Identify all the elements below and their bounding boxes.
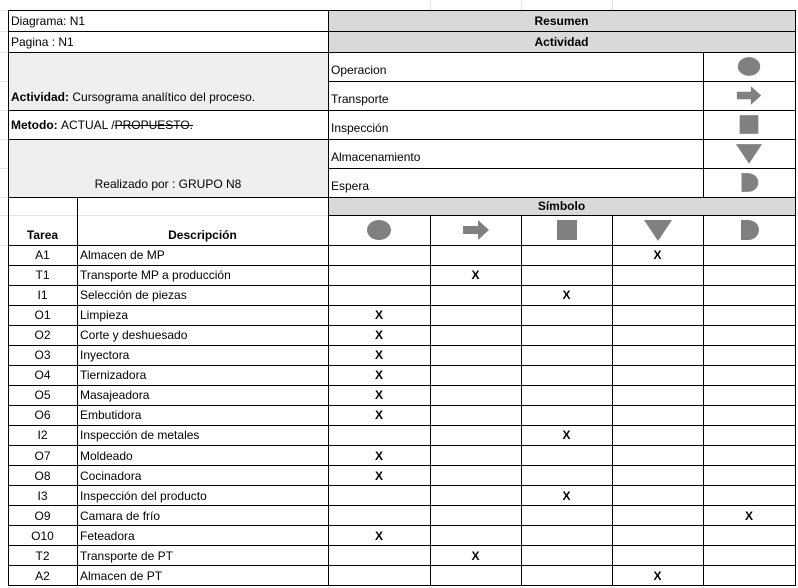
triangle-down-icon — [643, 218, 673, 242]
table-row-tarea[interactable] — [8, 405, 77, 425]
table-row-symbol-cell[interactable] — [612, 325, 703, 345]
table-row-symbol-cell[interactable] — [612, 285, 703, 305]
grid-line — [8, 197, 796, 198]
table-row-symbol-cell[interactable] — [521, 506, 612, 526]
arrow-right-icon — [461, 218, 491, 242]
tarea-value: O6 — [34, 408, 51, 423]
table-row-symbol-cell[interactable] — [703, 446, 795, 466]
table-row-tarea[interactable] — [8, 526, 77, 546]
table-row-descripcion[interactable] — [77, 365, 328, 385]
grid-line — [8, 385, 796, 386]
table-row-symbol-cell[interactable] — [430, 345, 521, 365]
grid-line — [8, 565, 796, 566]
table-row-symbol-cell[interactable] — [703, 325, 795, 345]
table-row-symbol-cell[interactable] — [328, 566, 430, 586]
grid-line — [8, 265, 796, 266]
x-mark: X — [374, 388, 383, 403]
table-row-symbol-cell[interactable] — [612, 405, 703, 425]
table-row-symbol-cell[interactable] — [612, 566, 703, 586]
table-row-symbol-cell[interactable] — [612, 385, 703, 405]
grid-line — [328, 81, 796, 82]
descripcion-value: Inspección del producto — [80, 488, 207, 503]
table-row-symbol-cell[interactable] — [328, 365, 430, 385]
tarea-header — [8, 197, 77, 245]
table-row-symbol-cell[interactable] — [612, 305, 703, 325]
descripcion-value: Cocinadora — [80, 468, 142, 483]
summary-row-3[interactable] — [328, 110, 703, 139]
table-row-symbol-cell[interactable] — [612, 486, 703, 506]
table-row-symbol-cell[interactable] — [703, 486, 795, 506]
summary-label: Almacenamiento — [331, 150, 421, 164]
d-shape-icon — [735, 171, 763, 194]
summary-icon-cell — [703, 81, 795, 110]
table-row-symbol-cell[interactable] — [703, 546, 795, 566]
table-row-symbol-cell[interactable] — [328, 325, 430, 345]
table-row-symbol-cell[interactable] — [703, 245, 795, 265]
table-row-descripcion[interactable] — [77, 546, 328, 566]
table-row-symbol-cell[interactable] — [521, 265, 612, 285]
grid-line — [8, 365, 796, 366]
table-row-symbol-cell[interactable] — [703, 526, 795, 546]
summary-row-2[interactable] — [328, 81, 703, 110]
made-by-label: Realizado por : GRUPO N8 — [94, 177, 242, 191]
table-row-descripcion[interactable] — [77, 325, 328, 345]
grid-line — [795, 10, 796, 586]
table-row-symbol-cell[interactable] — [430, 385, 521, 405]
x-mark: X — [562, 428, 571, 443]
grid-line — [703, 52, 704, 197]
table-row-symbol-cell[interactable] — [328, 285, 430, 305]
table-row-descripcion[interactable] — [77, 425, 328, 445]
grid-line — [8, 285, 796, 286]
method-cell[interactable] — [8, 110, 328, 139]
symbol-column-header — [328, 215, 430, 245]
x-mark: X — [374, 308, 383, 323]
table-row-descripcion[interactable] — [77, 245, 328, 265]
table-row-symbol-cell[interactable] — [612, 466, 703, 486]
descripcion-value: Almacen de PT — [80, 568, 163, 583]
table-row-descripcion[interactable] — [77, 506, 328, 526]
x-mark: X — [471, 548, 480, 563]
table-row-symbol-cell[interactable] — [703, 425, 795, 445]
d-shape-icon — [734, 218, 764, 242]
table-row-symbol-cell[interactable] — [521, 546, 612, 566]
grid-line — [8, 10, 796, 11]
table-row-symbol-cell[interactable] — [703, 345, 795, 365]
table-row-symbol-cell[interactable] — [328, 345, 430, 365]
x-mark: X — [471, 268, 480, 283]
grid-line — [703, 215, 704, 586]
triangle-down-icon — [735, 142, 763, 165]
grid-line — [328, 168, 796, 169]
x-mark: X — [374, 528, 383, 543]
x-mark: X — [374, 448, 383, 463]
table-row-symbol-cell[interactable] — [612, 506, 703, 526]
arrow-right-icon — [735, 84, 763, 107]
tarea-value: A2 — [35, 568, 50, 583]
grid-line — [430, 215, 431, 586]
table-row-symbol-cell[interactable] — [612, 345, 703, 365]
symbol-title: Símbolo — [537, 199, 586, 213]
x-mark: X — [374, 468, 383, 483]
table-row-symbol-cell[interactable] — [328, 385, 430, 405]
grid-line — [8, 505, 796, 506]
table-row-descripcion[interactable] — [77, 265, 328, 285]
table-row-symbol-cell[interactable] — [328, 446, 430, 466]
tarea-value: O5 — [34, 388, 51, 403]
symbol-column-header — [521, 215, 612, 245]
table-row-symbol-cell[interactable] — [521, 566, 612, 586]
table-row-descripcion[interactable] — [77, 345, 328, 365]
grid-line — [8, 325, 796, 326]
grid-line — [8, 31, 796, 32]
summary-row-5[interactable] — [328, 168, 703, 197]
descripcion-value: Almacen de MP — [80, 248, 165, 263]
table-row-symbol-cell[interactable] — [521, 486, 612, 506]
x-mark: X — [374, 348, 383, 363]
summary-icon-cell — [703, 52, 795, 81]
summary-label: Espera — [331, 179, 370, 193]
grid-line — [8, 545, 796, 546]
table-row-symbol-cell[interactable] — [521, 425, 612, 445]
symbol-header — [328, 197, 795, 215]
summary-title: Resumen — [534, 13, 589, 28]
table-row-symbol-cell[interactable] — [703, 265, 795, 285]
table-row-symbol-cell[interactable] — [430, 566, 521, 586]
descripcion-value: Masajeadora — [80, 388, 150, 403]
table-row-symbol-cell[interactable] — [703, 385, 795, 405]
grid-line — [8, 405, 796, 406]
table-row-tarea[interactable] — [8, 345, 77, 365]
table-row-symbol-cell[interactable] — [430, 365, 521, 385]
table-row-descripcion[interactable] — [77, 566, 328, 586]
descripcion-value: Transporte MP a producción — [80, 268, 231, 283]
table-row-symbol-cell[interactable] — [521, 245, 612, 265]
table-row-symbol-cell[interactable] — [703, 365, 795, 385]
sheet-gridline — [430, 0, 431, 10]
activity-value: Cursograma analítico del proceso. — [69, 90, 256, 104]
descripcion-value: Selección de piezas — [80, 288, 187, 303]
method-current: ACTUAL / — [57, 117, 115, 132]
table-row-symbol-cell[interactable] — [328, 546, 430, 566]
tarea-value: A1 — [35, 248, 50, 263]
x-mark: X — [374, 368, 383, 383]
table-row-symbol-cell[interactable] — [430, 285, 521, 305]
activity-cell[interactable] — [8, 52, 328, 110]
symbol-column-header — [430, 215, 521, 245]
grid-line — [521, 215, 522, 586]
table-row-descripcion[interactable] — [77, 446, 328, 466]
descripcion-title: Descripción — [168, 228, 237, 242]
diagram-label: Diagrama: N1 — [11, 13, 86, 28]
descripcion-header — [77, 197, 328, 245]
x-mark: X — [653, 248, 662, 263]
table-row-symbol-cell[interactable] — [430, 546, 521, 566]
grid-line — [8, 525, 796, 526]
tarea-value: T1 — [35, 268, 50, 283]
table-row-symbol-cell[interactable] — [430, 265, 521, 285]
table-row-symbol-cell[interactable] — [328, 466, 430, 486]
table-row-symbol-cell[interactable] — [521, 466, 612, 486]
grid-line — [8, 345, 796, 346]
table-row-descripcion[interactable] — [77, 285, 328, 305]
table-row-descripcion[interactable] — [77, 486, 328, 506]
table-row-symbol-cell[interactable] — [430, 446, 521, 466]
table-row-symbol-cell[interactable] — [328, 486, 430, 506]
grid-line — [8, 139, 796, 140]
grid-line — [8, 52, 796, 53]
table-row-symbol-cell[interactable] — [521, 526, 612, 546]
descripcion-value: Corte y deshuesado — [80, 328, 188, 343]
table-row-symbol-cell[interactable] — [328, 526, 430, 546]
table-row-symbol-cell[interactable] — [430, 245, 521, 265]
table-row-symbol-cell[interactable] — [430, 506, 521, 526]
table-row-tarea[interactable] — [8, 245, 77, 265]
tarea-value: T2 — [35, 548, 50, 563]
table-row-tarea[interactable] — [8, 486, 77, 506]
table-row-symbol-cell[interactable] — [612, 245, 703, 265]
descripcion-value: Camara de frío — [80, 508, 161, 523]
summary-label: Transporte — [331, 92, 389, 106]
table-row-tarea[interactable] — [8, 446, 77, 466]
summary-row-4[interactable] — [328, 139, 703, 168]
grid-line — [8, 305, 796, 306]
summary-header — [328, 10, 795, 31]
table-row-symbol-cell[interactable] — [703, 285, 795, 305]
table-row-symbol-cell[interactable] — [328, 265, 430, 285]
table-row-descripcion[interactable] — [77, 305, 328, 325]
grid-line — [328, 10, 329, 586]
grid-line — [8, 110, 796, 111]
descripcion-value: Tiernizadora — [80, 368, 147, 383]
tarea-value: O2 — [34, 328, 51, 343]
descripcion-value: Feteadora — [80, 528, 135, 543]
table-row-symbol-cell[interactable] — [703, 405, 795, 425]
table-row-tarea[interactable] — [8, 325, 77, 345]
symbol-column-header — [612, 215, 703, 245]
table-row-tarea[interactable] — [8, 425, 77, 445]
table-row-descripcion[interactable] — [77, 526, 328, 546]
tarea-value: O7 — [34, 448, 51, 463]
tarea-value: O1 — [34, 308, 51, 323]
grid-line — [8, 425, 796, 426]
descripcion-value: Moldeado — [80, 448, 133, 463]
grid-line — [612, 215, 613, 586]
descripcion-value: Inspección de metales — [80, 428, 200, 443]
page-label: Pagina : N1 — [11, 34, 74, 49]
grid-line — [8, 445, 796, 446]
table-row-symbol-cell[interactable] — [612, 546, 703, 566]
table-row-symbol-cell[interactable] — [430, 305, 521, 325]
grid-line — [8, 10, 9, 586]
table-row-symbol-cell[interactable] — [612, 365, 703, 385]
x-mark: X — [653, 568, 662, 583]
summary-icon-cell — [703, 110, 795, 139]
grid-line — [328, 215, 796, 216]
square-icon — [735, 113, 763, 136]
table-row-symbol-cell[interactable] — [703, 466, 795, 486]
tarea-value: O10 — [31, 528, 54, 543]
table-row-symbol-cell[interactable] — [612, 425, 703, 445]
table-row-symbol-cell[interactable] — [703, 566, 795, 586]
tarea-value: O8 — [34, 468, 51, 483]
table-row-tarea[interactable] — [8, 466, 77, 486]
table-row-symbol-cell[interactable] — [521, 446, 612, 466]
table-row-symbol-cell[interactable] — [521, 305, 612, 325]
summary-label: Inspección — [331, 121, 389, 135]
grid-line — [8, 465, 796, 466]
table-row-symbol-cell[interactable] — [430, 526, 521, 546]
summary-label: Operacion — [331, 63, 387, 77]
table-row-descripcion[interactable] — [77, 466, 328, 486]
table-row-symbol-cell[interactable] — [430, 405, 521, 425]
grid-line — [77, 197, 78, 586]
table-row-symbol-cell[interactable] — [328, 506, 430, 526]
table-row-symbol-cell[interactable] — [521, 285, 612, 305]
x-mark: X — [374, 328, 383, 343]
x-mark: X — [562, 288, 571, 303]
table-row-symbol-cell[interactable] — [521, 325, 612, 345]
diagram-cell[interactable] — [8, 10, 328, 31]
table-row-symbol-cell[interactable] — [328, 425, 430, 445]
table-row-tarea[interactable] — [8, 566, 77, 586]
table-row-symbol-cell[interactable] — [328, 245, 430, 265]
method-proposed: PROPUESTO. — [114, 117, 194, 132]
circle-icon — [364, 218, 394, 242]
table-row-symbol-cell[interactable] — [430, 425, 521, 445]
activity-title: Actividad — [534, 34, 589, 49]
x-mark: X — [744, 508, 753, 523]
table-row-tarea[interactable] — [8, 285, 77, 305]
table-row-symbol-cell[interactable] — [430, 466, 521, 486]
table-row-symbol-cell[interactable] — [612, 446, 703, 466]
x-mark: X — [374, 408, 383, 423]
sheet-gridline — [521, 0, 522, 10]
grid-line — [8, 245, 796, 246]
tarea-value: I1 — [37, 288, 48, 303]
table-row-tarea[interactable] — [8, 305, 77, 325]
table-row-tarea[interactable] — [8, 546, 77, 566]
sheet-gridline — [612, 0, 613, 10]
tarea-value: O9 — [34, 508, 51, 523]
table-row-symbol-cell[interactable] — [430, 325, 521, 345]
table-row-tarea[interactable] — [8, 365, 77, 385]
table-row-tarea[interactable] — [8, 385, 77, 405]
table-row-symbol-cell[interactable] — [430, 486, 521, 506]
tarea-value: I3 — [37, 488, 48, 503]
symbol-column-header — [703, 215, 795, 245]
table-row-symbol-cell[interactable] — [521, 365, 612, 385]
tarea-value: I2 — [37, 428, 48, 443]
table-row-symbol-cell[interactable] — [328, 305, 430, 325]
method-label: Metodo: — [11, 117, 58, 132]
tarea-title: Tarea — [26, 228, 59, 242]
tarea-value: O4 — [34, 368, 51, 383]
activity-label: Actividad: — [11, 90, 70, 104]
made-by-cell[interactable] — [8, 139, 328, 197]
table-row-tarea[interactable] — [8, 506, 77, 526]
table-row-symbol-cell[interactable] — [612, 265, 703, 285]
table-row-symbol-cell[interactable] — [612, 526, 703, 546]
summary-icon-cell — [703, 139, 795, 168]
table-row-symbol-cell[interactable] — [703, 506, 795, 526]
table-row-tarea[interactable] — [8, 265, 77, 285]
table-row-symbol-cell[interactable] — [521, 405, 612, 425]
descripcion-value: Embutidora — [80, 408, 142, 423]
x-mark: X — [562, 488, 571, 503]
activity-header — [328, 31, 795, 52]
page-cell[interactable] — [8, 31, 328, 52]
table-row-symbol-cell[interactable] — [521, 345, 612, 365]
table-row-symbol-cell[interactable] — [703, 305, 795, 325]
table-row-descripcion[interactable] — [77, 385, 328, 405]
descripcion-value: Transporte de PT — [80, 548, 173, 563]
table-row-descripcion[interactable] — [77, 405, 328, 425]
table-row-symbol-cell[interactable] — [328, 405, 430, 425]
tarea-value: O3 — [34, 348, 51, 363]
circle-icon — [735, 55, 763, 78]
descripcion-value: Inyectora — [80, 348, 130, 363]
grid-line — [8, 585, 796, 586]
grid-line — [8, 485, 796, 486]
summary-row-1[interactable] — [328, 52, 703, 81]
table-row-symbol-cell[interactable] — [521, 385, 612, 405]
descripcion-value: Limpieza — [80, 308, 129, 323]
square-icon — [552, 218, 582, 242]
summary-icon-cell — [703, 168, 795, 197]
